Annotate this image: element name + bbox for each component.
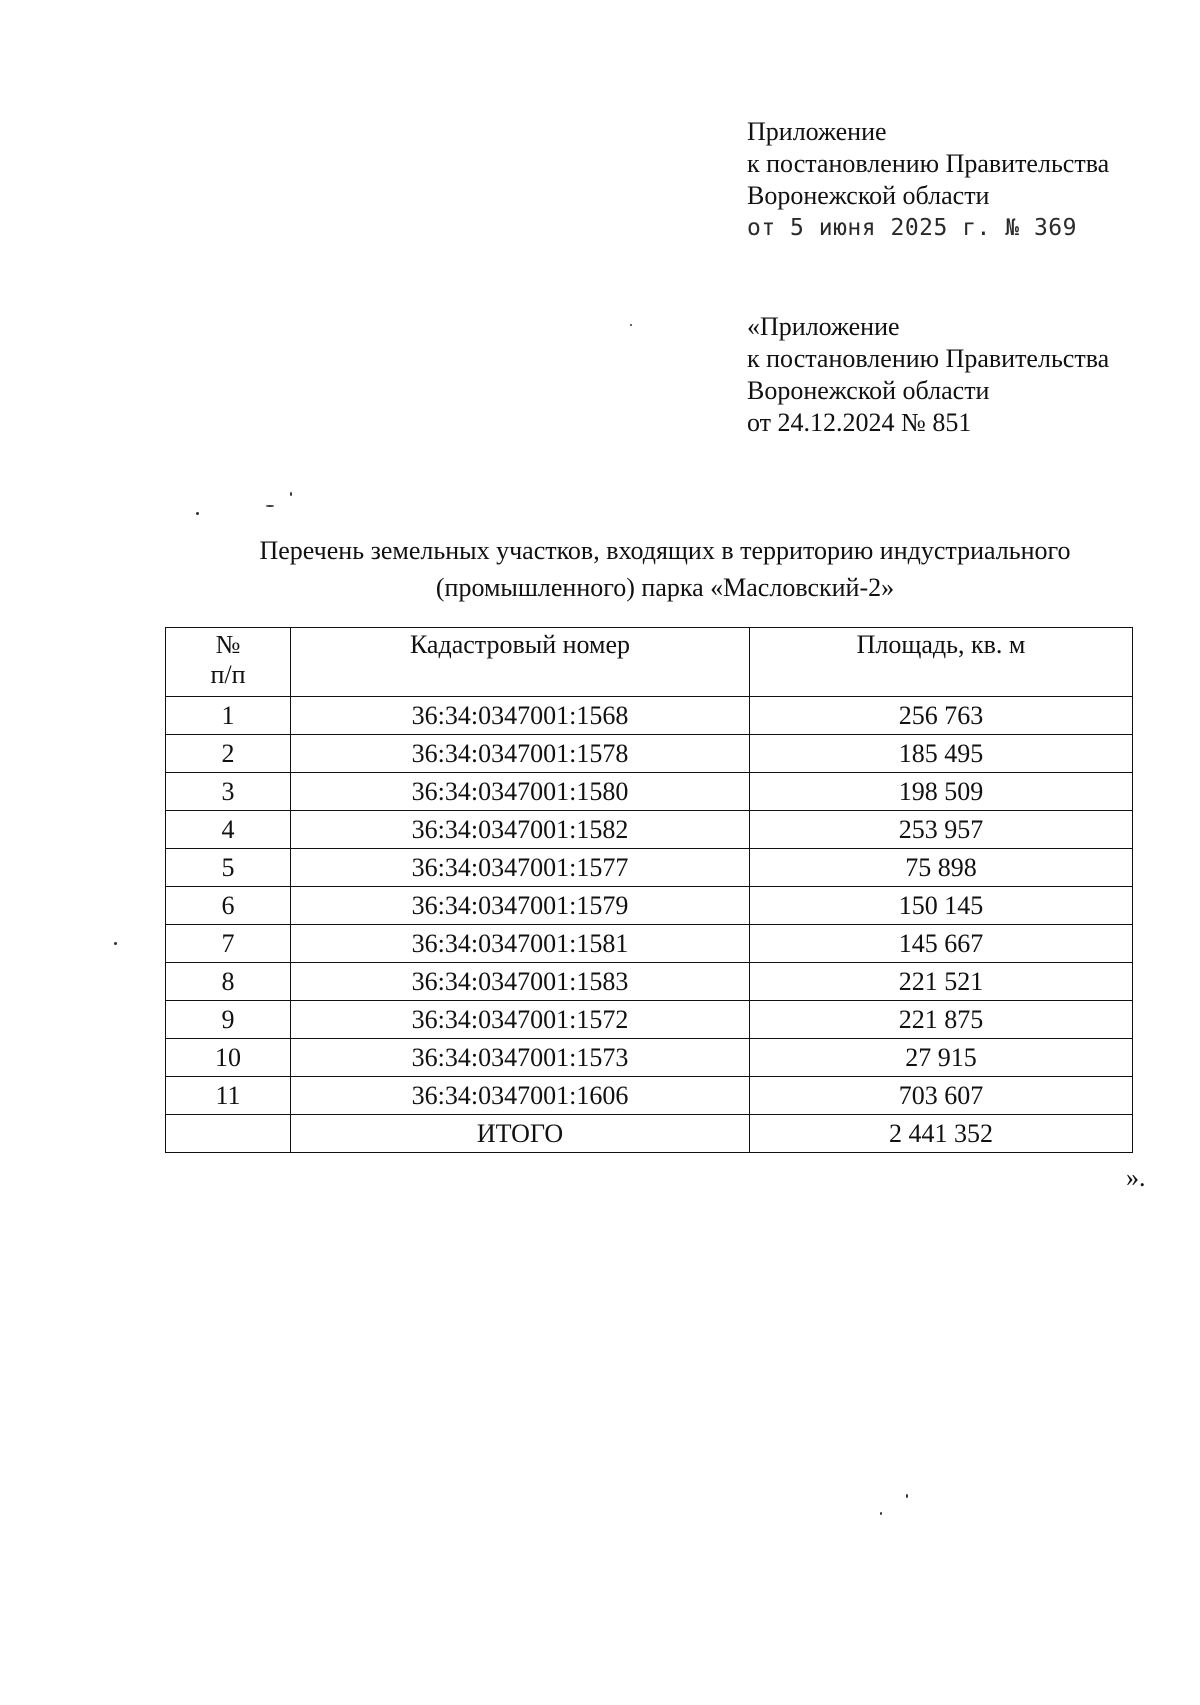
table-row (166, 887, 1133, 925)
table-row (166, 697, 1133, 735)
scan-speck (114, 942, 117, 945)
header-area: Площадь, кв. м (750, 628, 1133, 697)
scan-speck (196, 512, 199, 515)
total-empty-cell (166, 1115, 291, 1153)
table-row (166, 963, 1133, 1001)
row-area: 150 145 (750, 887, 1133, 925)
appendix-region: Воронежской области (747, 181, 990, 210)
quoted-appendix-region: Воронежской области (747, 376, 990, 405)
header-number (166, 628, 291, 697)
scan-speck (906, 1494, 908, 1498)
row-area: 75 898 (750, 849, 1133, 887)
row-number: 8 (166, 963, 291, 1001)
row-number: 7 (166, 925, 291, 963)
row-number: 2 (166, 735, 291, 773)
table-body (166, 697, 1133, 1115)
appendix-label: Приложение (747, 117, 887, 146)
table-row (166, 1001, 1133, 1039)
row-cadastral-number: 36:34:0347001:1572 (291, 1001, 750, 1039)
row-area: 256 763 (750, 697, 1133, 735)
quoted-appendix-header (747, 311, 1109, 439)
row-cadastral-number: 36:34:0347001:1573 (291, 1039, 750, 1077)
row-number: 9 (166, 1001, 291, 1039)
row-cadastral-number: 36:34:0347001:1579 (291, 887, 750, 925)
closing-quote-mark: ». (1126, 1163, 1146, 1192)
row-area: 253 957 (750, 811, 1133, 849)
row-area: 27 915 (750, 1039, 1133, 1077)
document-title-line-2: (промышленного) парка «Масловский-2» (435, 573, 895, 602)
total-area: 2 441 352 (750, 1115, 1133, 1153)
row-cadastral-number: 36:34:0347001:1583 (291, 963, 750, 1001)
header-number-abbr: п/п (210, 660, 246, 689)
row-cadastral-number: 36:34:0347001:1578 (291, 735, 750, 773)
quoted-appendix-label: «Приложение (747, 312, 900, 341)
quoted-appendix-resolution-ref: к постановлению Правительства (747, 344, 1110, 373)
row-area: 221 875 (750, 1001, 1133, 1039)
scan-speck (630, 324, 632, 326)
row-cadastral-number: 36:34:0347001:1568 (291, 697, 750, 735)
table-row (166, 1077, 1133, 1115)
table-row (166, 1039, 1133, 1077)
scan-speck (266, 505, 274, 507)
total-label: ИТОГО (291, 1115, 750, 1153)
row-number: 1 (166, 697, 291, 735)
row-number: 5 (166, 849, 291, 887)
row-area: 145 667 (750, 925, 1133, 963)
row-area: 185 495 (750, 735, 1133, 773)
row-cadastral-number: 36:34:0347001:1582 (291, 811, 750, 849)
row-area: 198 509 (750, 773, 1133, 811)
row-number: 10 (166, 1039, 291, 1077)
scan-speck (290, 492, 292, 496)
document-title (150, 532, 1180, 606)
scan-speck (880, 1512, 882, 1515)
document-title-line-1: Перечень земельных участков, входящих в территорию индустриального (259, 536, 1071, 565)
row-cadastral-number: 36:34:0347001:1606 (291, 1077, 750, 1115)
row-area: 221 521 (750, 963, 1133, 1001)
table-total-row (166, 1115, 1133, 1153)
header-number-symbol: № (215, 630, 241, 659)
appendix-date-number: от 5 июня 2025 г. № 369 (747, 215, 1077, 241)
table-row (166, 849, 1133, 887)
row-number: 3 (166, 773, 291, 811)
header-cadastral-number: Кадастровый номер (291, 628, 750, 697)
land-parcels-table (165, 627, 1133, 1153)
row-cadastral-number: 36:34:0347001:1577 (291, 849, 750, 887)
table-row (166, 811, 1133, 849)
row-area: 703 607 (750, 1077, 1133, 1115)
row-cadastral-number: 36:34:0347001:1580 (291, 773, 750, 811)
table-row (166, 925, 1133, 963)
row-number: 6 (166, 887, 291, 925)
quoted-appendix-date-number: от 24.12.2024 № 851 (747, 408, 972, 437)
table-row (166, 735, 1133, 773)
row-number: 11 (166, 1077, 291, 1115)
appendix-header (747, 116, 1109, 244)
row-cadastral-number: 36:34:0347001:1581 (291, 925, 750, 963)
table-row (166, 773, 1133, 811)
table-header-row (166, 628, 1133, 697)
appendix-resolution-ref: к постановлению Правительства (747, 149, 1110, 178)
row-number: 4 (166, 811, 291, 849)
